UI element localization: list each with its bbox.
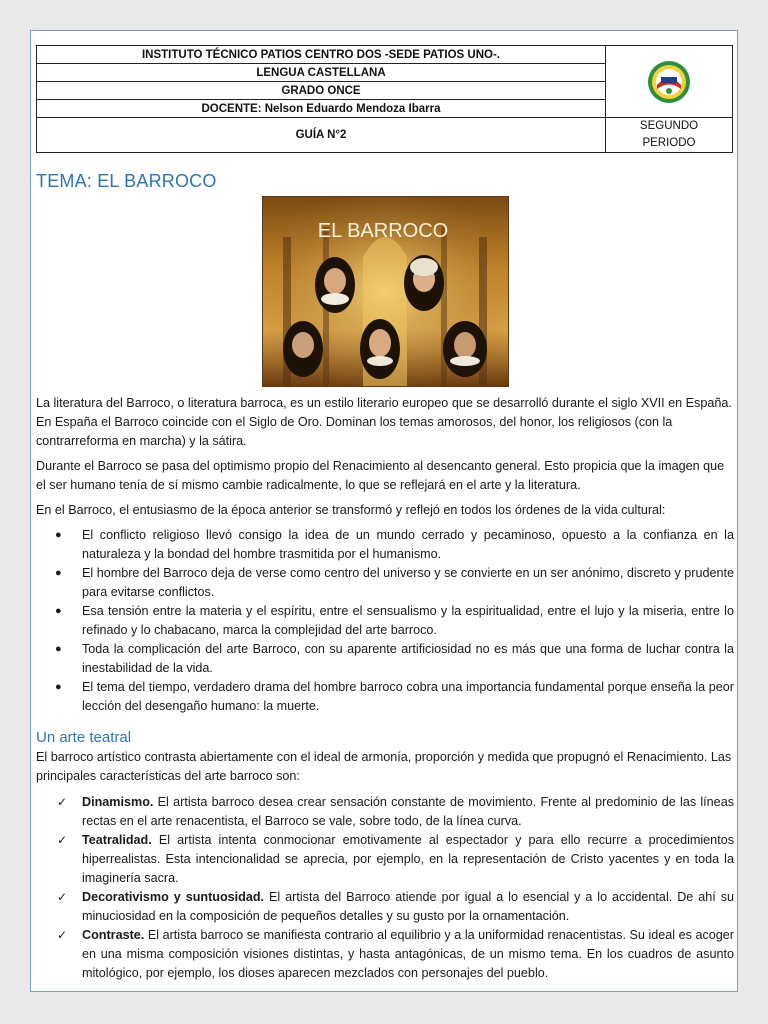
bullet-icon: ● bbox=[55, 681, 62, 693]
period-line-2: PERIODO bbox=[642, 137, 696, 149]
list-item: ✓ Contraste. El artista barroco se manifiesta contrario al equilibrio y a la uniformidad renacentistas. Su ideal es acoger en una misma composición visiones distintas, y hasta antagónicas, de un mismo tema. En los cuadros de asunto mitológico, por ejemplo, los dioses aparecen mezclados con personajes del pueblo. bbox=[57, 928, 734, 980]
paragraph-1: La literatura del Barroco, o literatura barroca, es un estilo literario europeo que se desarrolló durante el siglo XVII en España. En España el Barroco coincide con el Siglo de Oro. Dominan los temas amorosos, del honor, los religiosos (con la contrarreforma en marcha) y la sátira. bbox=[36, 396, 732, 448]
school-crest-icon bbox=[645, 58, 693, 106]
bullet-icon: ● bbox=[55, 529, 62, 541]
grade-cell: GRADO ONCE bbox=[37, 82, 606, 100]
list-item: ✓ Decorativismo y suntuosidad. El artista del Barroco atiende por igual a lo esencial y a lo accidental. De ahí su minuciosidad en la composición de pequeños detalles y su gusto por la ornamentación. bbox=[57, 890, 734, 923]
period-line-1: SEGUNDO bbox=[639, 120, 699, 132]
bullet-icon: ● bbox=[55, 605, 62, 617]
list-item: ● El tema del tiempo, verdadero drama del hombre barroco cobra una importancia fundamental porque enseña la peor lección del desengaño humano: la muerte. bbox=[55, 680, 734, 713]
section-intro: El barroco artístico contrasta abiertamente con el ideal de armonía, proporción y medida que propugnó el Renacimiento. Las principales características del arte barroco son: bbox=[36, 750, 732, 783]
body-text bbox=[36, 394, 734, 983]
paragraph-2: Durante el Barroco se pasa del optimismo propio del Renacimiento al desencanto general. Esto propicia que la imagen que el ser humano tenía de sí mismo cambie radicalmente, lo que se reflejará en el arte y la literatura. bbox=[36, 459, 725, 492]
list-item: ● El hombre del Barroco deja de verse como centro del universo y se convierte en un ser anónimo, discreto y prudente para evitarse conflictos. bbox=[55, 566, 734, 599]
document-page bbox=[30, 30, 738, 992]
baroque-image bbox=[262, 196, 509, 387]
paragraph-3: En el Barroco, el entusiasmo de la época anterior se transformó y reflejó en todos los órdenes de la vida cultural: bbox=[36, 503, 666, 517]
guide-cell: GUÍA N°2 bbox=[37, 118, 606, 153]
teacher-name: DOCENTE: Nelson Eduardo Mendoza Ibarra bbox=[201, 102, 441, 115]
image-caption: EL BARROCO bbox=[317, 220, 449, 242]
header-table bbox=[36, 45, 733, 153]
checkmark-icon: ✓ bbox=[57, 928, 68, 942]
list-item: ● El conflicto religioso llevó consigo la idea de un mundo cerrado y pecaminoso, opuesto a la confianza en la naturaleza y la bondad del hombre trasmitida por el humanismo. bbox=[55, 528, 734, 561]
section-heading: Un arte teatral bbox=[36, 729, 132, 746]
logo-cell bbox=[606, 46, 733, 118]
bullet-icon: ● bbox=[55, 567, 62, 579]
topic-title: TEMA: EL BARROCO bbox=[36, 171, 217, 191]
list-item: ✓ Teatralidad. El artista intenta conmocionar emotivamente al espectador y para ello recurre a procedimientos hiperrealistas. Esta intencionalidad se aprecia, por ejemplo, en la representación de Cristo yacentes y en toda la imaginería sacra. bbox=[57, 833, 734, 885]
list-item: ● Esa tensión entre la materia y el espíritu, entre el sensualismo y la espiritualidad, entre el lujo y la miseria, entre lo refinado y lo chabacano, marca la complejidad del arte barroco. bbox=[55, 604, 734, 637]
subject-cell: LENGUA CASTELLANA bbox=[37, 64, 606, 82]
checkmark-icon: ✓ bbox=[57, 890, 68, 904]
institution-cell: INSTITUTO TÉCNICO PATIOS CENTRO DOS -SEDE PATIOS UNO-. bbox=[37, 46, 606, 64]
period-cell bbox=[606, 118, 733, 153]
list-item: ● Toda la complicación del arte Barroco, con su aparente artificiosidad no es más que una forma de luchar contra la inestabilidad de la vida. bbox=[55, 642, 734, 675]
checkmark-icon: ✓ bbox=[57, 795, 68, 809]
bullet-list bbox=[36, 526, 734, 716]
bullet-icon: ● bbox=[55, 643, 62, 655]
characteristics-list bbox=[36, 793, 734, 983]
checkmark-icon: ✓ bbox=[57, 833, 68, 847]
teacher-cell bbox=[37, 100, 606, 118]
list-item: ✓ Dinamismo. El artista barroco desea crear sensación constante de movimiento. Frente al predominio de las líneas rectas en el arte renacentista, el Barroco se vale, sobre todo, de la línea curva. bbox=[57, 795, 734, 828]
